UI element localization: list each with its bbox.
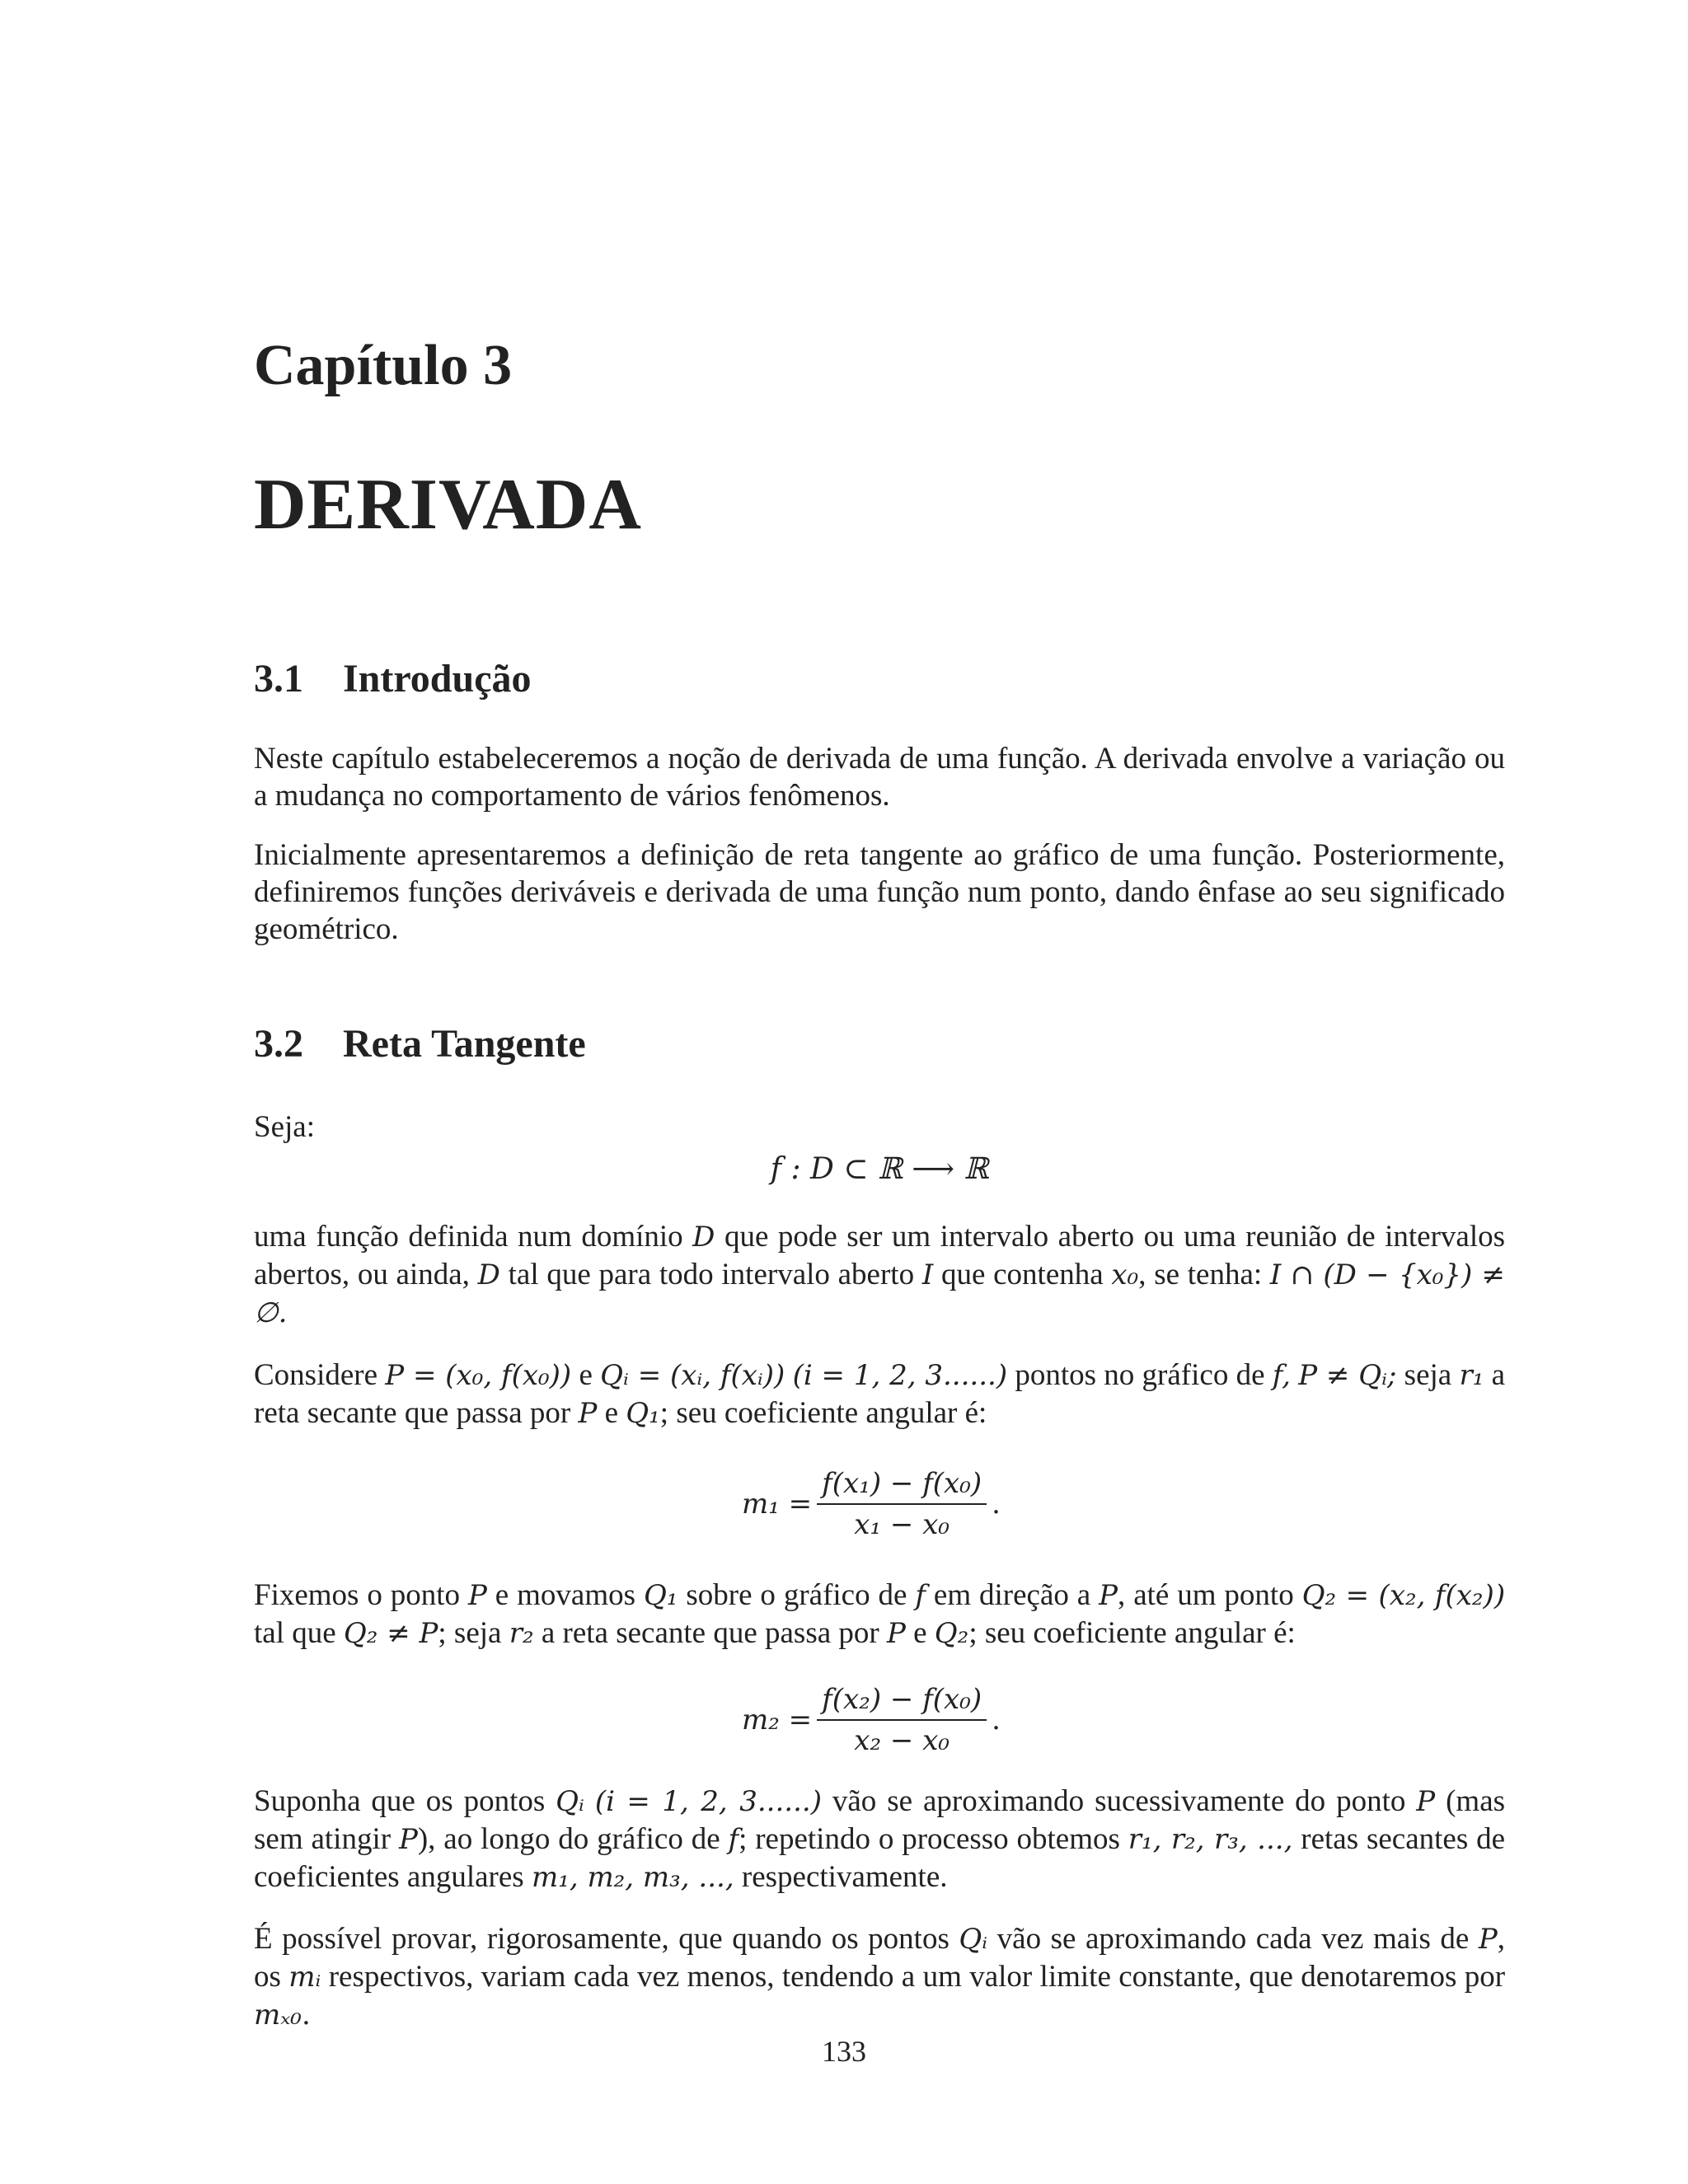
fix-point-paragraph: Fixemos o ponto P e movamos Q₁ sobre o gráfico de f em direção a P, até um ponto Q₂ = (x₂, f(x₂)) tal que Q₂ ≠ P; seja r₂ a reta secante que passa por P e Q₂; seu coeficiente angular é: [254,1578,1506,1650]
section-number: 3.1 [254,657,303,701]
section-title: Introdução [343,657,532,701]
section-number: 3.2 [254,1022,303,1066]
suppose-paragraph: Suponha que os pontos Qᵢ (i = 1, 2, 3......) vão se aproximando sucessivamente do ponto P (mas sem atingir P), ao longo do gráfico de f; repetindo o processo obtemos r₁, r₂, r₃, ..., retas secantes de coeficientes angulares m₁, m₂, m₃, ..., respectivamente. [254,1784,1506,1894]
display-m1-formula: m₁ = $\frac{\text{f(x₁) − f(x₀)}}{\text{x₁ − x₀}}$ . [742,1467,1001,1541]
display-function-definition: f : D ⊂ ℝ ⟶ ℝ [770,1152,989,1186]
possible-paragraph: É possível provar, rigorosamente, que quando os pontos Qᵢ vão se aproximando cada vez mais de P, os mᵢ respectivos, variam cada vez menos, tendendo a um valor limite constante, que denotaremos por mₓ₀. [254,1922,1506,2032]
section-heading-introducao [254,655,1505,703]
consider-paragraph: Considere P = (x₀, f(x₀)) e Qᵢ = (xᵢ, f(xᵢ)) (i = 1, 2, 3......) pontos no gráfico de f, P ≠ Qᵢ; seja r₁ a reta secante que passa por P e Q₁; seu coeficiente angular é: [254,1358,1506,1430]
section-title: Reta Tangente [343,1022,586,1066]
display-m2-formula: m₂ = $\frac{\text{f(x₂) − f(x₀)}}{\text{x₂ − x₀}}$ . [742,1683,1001,1757]
section-heading-reta-tangente [254,1020,1505,1068]
seja-label: Seja: [254,1110,315,1144]
intro-paragraph-2: Inicialmente apresentaremos a definição de reta tangente ao gráfico de uma função. Posteriormente, definiremos funções deriváveis e derivada de uma função num ponto, dando ênfase ao seu significado geométrico. [254,838,1505,946]
chapter-label: Capítulo 3 [254,334,513,397]
page-number: 133 [822,2035,866,2068]
chapter-title: DERIVADA [254,465,642,545]
domain-paragraph: uma função definida num domínio D que pode ser um intervalo aberto ou uma reunião de intervalos abertos, ou ainda, D tal que para todo intervalo aberto I que contenha x₀, se tenha: I ∩ (D − {x₀}) ≠ ∅. [254,1220,1506,1329]
intro-paragraph-1: Neste capítulo estabeleceremos a noção de derivada de uma função. A derivada envolve a variação ou a mudança no comportamento de vários fenômenos. [254,742,1505,813]
